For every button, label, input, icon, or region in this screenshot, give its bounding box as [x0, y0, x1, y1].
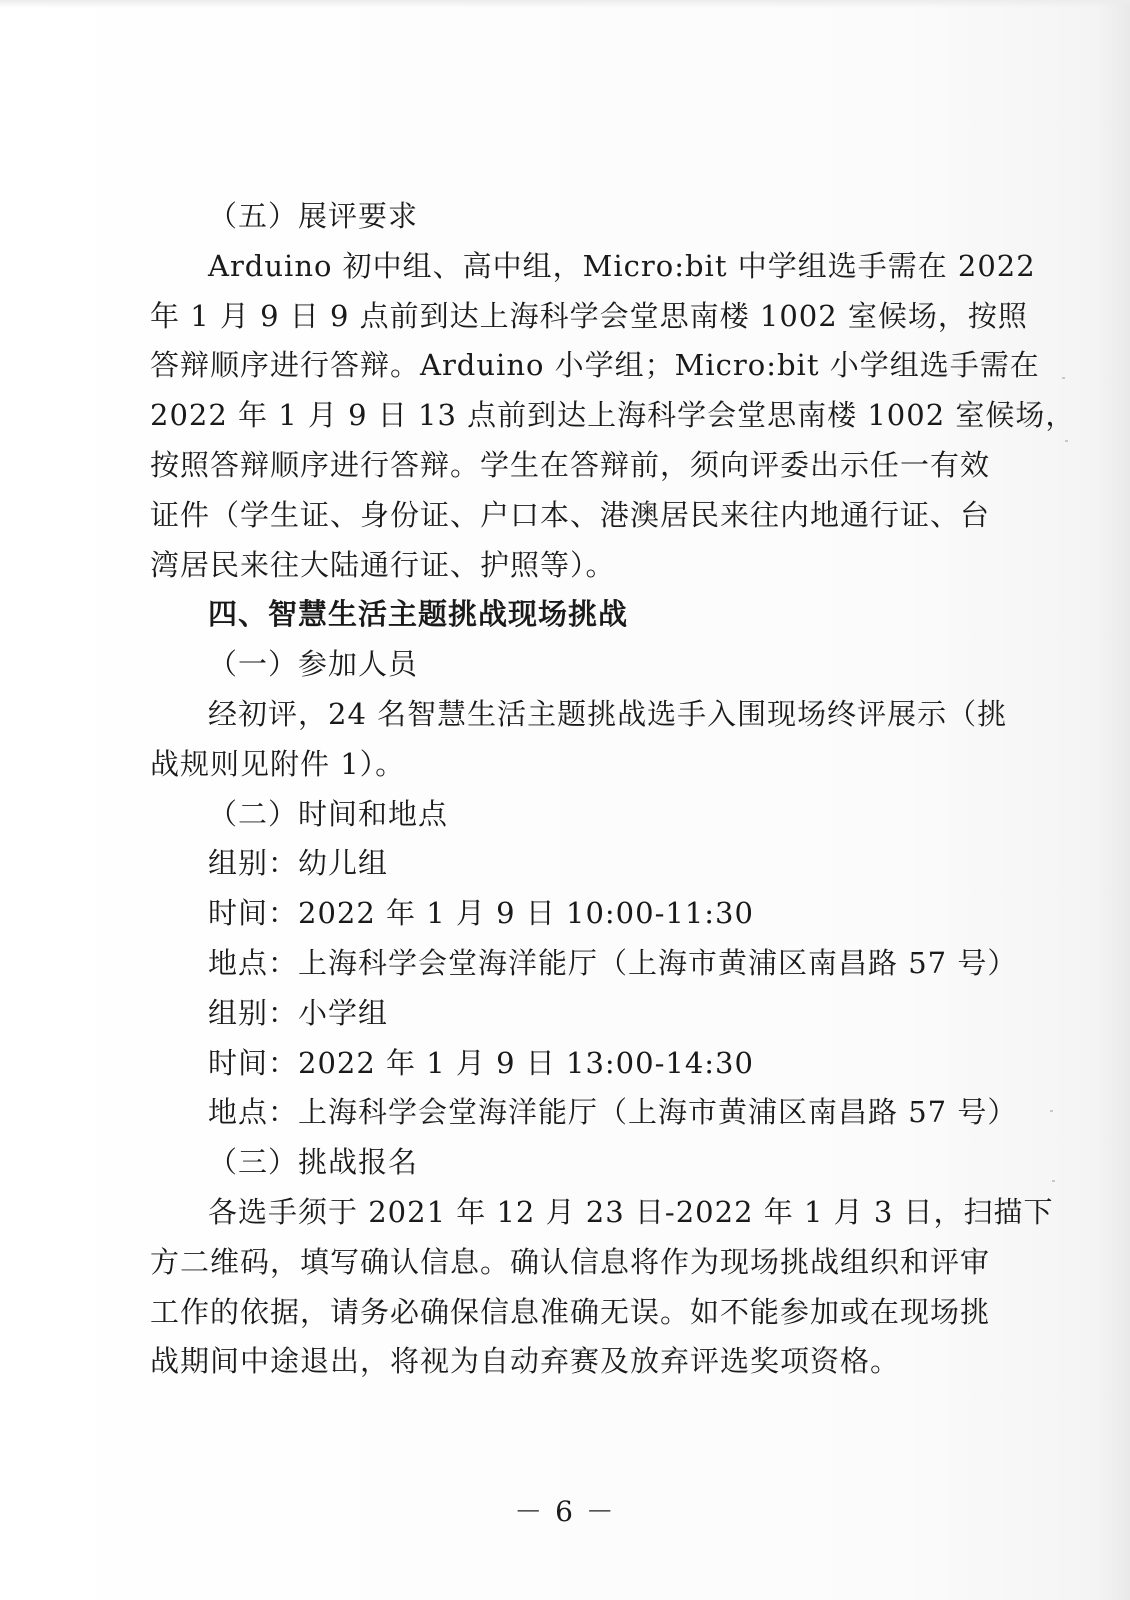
paragraph-line: Arduino 初中组、高中组，Micro:bit 中学组选手需在 2022 [208, 248, 1036, 283]
section-heading: （五）展评要求 [208, 199, 419, 233]
subsection-heading: （一）参加人员 [208, 647, 419, 682]
scan-speck [1062, 377, 1065, 379]
place-label: 地点：上海科学会堂海洋能厅（上海市黄浦区南昌路 57 号） [208, 1095, 1018, 1130]
paragraph-line: 各选手须于 2021 年 12 月 23 日-2022 年 1 月 3 日，扫描下 [208, 1194, 1054, 1229]
paragraph-line: 工作的依据，请务必确保信息准确无误。如不能参加或在现场挑 [150, 1294, 991, 1329]
place-label: 地点：上海科学会堂海洋能厅（上海市黄浦区南昌路 57 号） [208, 945, 1018, 980]
group-label: 组别：小学组 [208, 995, 389, 1030]
paragraph-line: 战期间中途退出，将视为自动弃赛及放弃评选奖项资格。 [150, 1344, 901, 1379]
paragraph-line: 答辩顺序进行答辩。Arduino 小学组；Micro:bit 小学组选手需在 [150, 348, 1040, 383]
paragraph-line: 经初评，24 名智慧生活主题挑战选手入围现场终评展示（挑 [208, 696, 1008, 731]
page-number: － 6 － [514, 1495, 616, 1528]
subsection-heading: （三）挑战报名 [208, 1145, 419, 1180]
paragraph-line: 湾居民来往大陆通行证、护照等）。 [150, 547, 616, 582]
subsection-heading: （二）时间和地点 [208, 796, 449, 831]
scan-edge [0, 0, 1130, 8]
paragraph-line: 方二维码，填写确认信息。确认信息将作为现场挑战组织和评审 [150, 1244, 991, 1279]
section-heading: 四、智慧生活主题挑战现场挑战 [208, 597, 629, 632]
paragraph-line: 2022 年 1 月 9 日 13 点前到达上海科学会堂思南楼 1002 室候场， [150, 398, 1076, 433]
document-body [150, 192, 1076, 1387]
time-label: 时间：2022 年 1 月 9 日 13:00-14:30 [208, 1045, 754, 1080]
paragraph-line: 战规则见附件 1）。 [150, 746, 406, 781]
scan-speck [1065, 440, 1068, 442]
time-label: 时间：2022 年 1 月 9 日 10:00-11:30 [208, 896, 754, 931]
paragraph-line: 证件（学生证、身份证、户口本、港澳居民来往内地通行证、台 [150, 497, 991, 532]
group-label: 组别：幼儿组 [208, 846, 389, 881]
scan-speck [1052, 1180, 1055, 1182]
paragraph-line: 按照答辩顺序进行答辩。学生在答辩前，须向评委出示任一有效 [150, 447, 991, 482]
scan-speck [1050, 1110, 1053, 1112]
paragraph-line: 年 1 月 9 日 9 点前到达上海科学会堂思南楼 1002 室候场，按照 [150, 298, 1028, 333]
